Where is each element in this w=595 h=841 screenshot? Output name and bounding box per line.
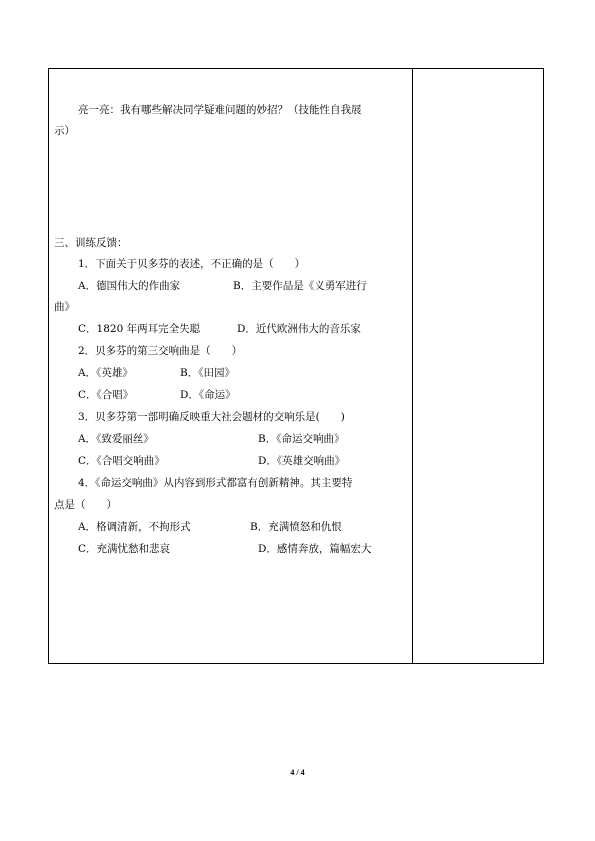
question-3-option-d: D．《英雄交响曲》 — [258, 455, 346, 467]
question-4-option-d: D．感情奔放，篇幅宏大 — [258, 543, 372, 555]
intro-text-line-2: 示） — [54, 125, 75, 137]
question-2-option-a: A．《英雄》 — [78, 367, 133, 379]
table-column-divider — [412, 68, 413, 664]
question-4-option-b: B．充满愤怒和仇恨 — [250, 521, 342, 533]
question-4-option-a: A．格调清新，不拘形式 — [78, 521, 191, 533]
question-4-option-c: C．充满忧愁和悲哀 — [78, 543, 171, 555]
intro-text-line-1: 亮一亮：我有哪些解决同学疑难问题的妙招？（技能性自我展 — [78, 104, 362, 116]
question-1-option-b-continued: 曲》 — [54, 301, 75, 313]
question-3-option-a: A．《致爱丽丝》 — [78, 433, 154, 445]
question-4-stem-line-1: 4．《命运交响曲》从内容到形式都富有创新精神。其主要特 — [78, 477, 353, 489]
question-1-option-c: C．1820 年两耳完全失聪 — [78, 323, 201, 335]
question-2-option-c: C．《合唱》 — [78, 389, 134, 401]
question-1-stem: 1．下面关于贝多芬的表述，不正确的是（ ） — [78, 258, 306, 270]
question-2-option-b: B．《田园》 — [180, 367, 235, 379]
question-2-stem: 2．贝多芬的第三交响曲是（ ） — [78, 345, 243, 357]
question-4-stem-line-2: 点是（ ） — [54, 499, 117, 511]
question-3-stem: 3．贝多芬第一部明确反映重大社会题材的交响乐是( ) — [78, 411, 345, 423]
question-3-option-c: C．《合唱交响曲》 — [78, 455, 165, 467]
question-3-option-b: B．《命运交响曲》 — [258, 433, 345, 445]
page-number: 4 / 4 — [290, 768, 305, 777]
question-2-option-d: D．《命运》 — [180, 389, 236, 401]
question-1-option-a: A．德国伟大的作曲家 — [78, 280, 181, 292]
question-1-option-b: B．主要作品是《义勇军进行 — [233, 280, 367, 292]
question-1-option-d: D．近代欧洲伟大的音乐家 — [237, 323, 361, 335]
section-title: 三、训练反馈： — [54, 237, 128, 249]
